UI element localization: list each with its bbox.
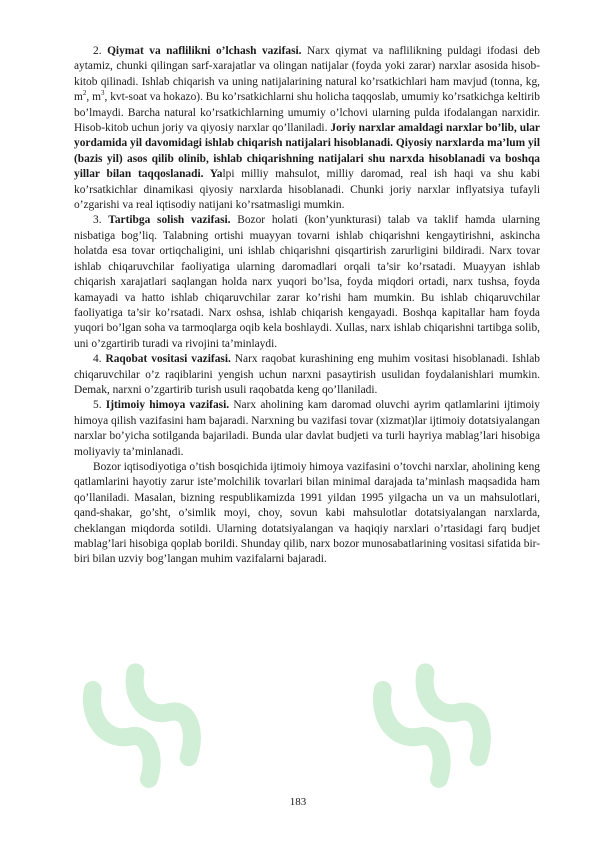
paragraph-text: lpi milliy mahsulot, milliy daromad, real ish haqi va shu kabi ko’rsatkichlar dinamikasi qiyosiy narxlarda hisoblanadi. Chunki joriy narxlar inflyatsiya tufayli o’zgarishi va real iqtisodiy natijani ko’rsatmasligi mumkin. xyxy=(74,168,540,212)
item-number: 3. xyxy=(93,214,102,227)
bold-definition: Joriy narxlar amaldagi narxlar bo’lib, ular yordamida yil davomidagi ishlab chiqarish natijalari hisoblanadi. Qiyosiy narxlarda ma’lum yil (bazis yil) asos qilib olinib, ishlab chiqarishning natijalari shu narxda hisoblanadi va boshqa yillar bilan taqqoslanadi. Ya xyxy=(74,122,540,181)
watermark-stroke xyxy=(371,682,454,784)
document-body xyxy=(74,44,540,568)
item-number: 4. xyxy=(93,353,102,366)
paragraph-measurement-function xyxy=(74,44,540,213)
superscript: 2 xyxy=(82,89,87,98)
paragraph-text: Narx aholining kam daromad oluvchi ayrim qatlamlarini ijtimoiy himoya qilish vazifasini ham bajaradi. Narxning bu vazifasi tovar (xizmat)lar ijtimoiy dotatsiyalangan narxlar bo’yicha sotilganda bajariladi. Bunda ular davlat budjeti va turli hayriya mablag’lari hisobiga moliyaviy ta’minlanadi. xyxy=(74,399,540,458)
watermark-stroke xyxy=(81,682,164,784)
superscript: 3 xyxy=(100,89,105,98)
paragraph-text: Narx qiymat va naflilikning puldagi ifodasi deb aytamiz, chunki qilingan sarf-xarajatlar va olingan natijalar (foyda yoki zarar) narxlar asosida hisob-kitob qilinadi. Ishlab chiqarish va uning natijalarining natural ko’rsatkichlari ham mavjud (tonna, kg, m xyxy=(74,45,540,104)
paragraph-text: Narx raqobat kurashining eng muhim vositasi hisoblanadi. Ishlab chiqaruvchilar o’z raqiblarini yengish uchun narxni pasaytirish usulidan foydalanishlari mumkin. Demak, narxni o’zgartirib turish usuli raqobatda keng qo’llaniladi. xyxy=(74,353,540,396)
paragraph-competition-function xyxy=(74,352,540,398)
section-heading: Ijtimoiy himoya vazifasi. xyxy=(105,399,230,412)
watermark-logo-icon xyxy=(78,640,228,790)
section-heading: Raqobat vositasi vazifasi. xyxy=(105,353,231,366)
watermark-stroke xyxy=(125,663,206,761)
item-number: 2. xyxy=(93,45,102,57)
paragraph-conclusion xyxy=(74,460,540,568)
watermark-stroke xyxy=(415,663,496,761)
paragraph-text: Bozor holati (kon’yunkturasi) talab va taklif hamda ularning nisbatiga bog’liq. Talabning ortishi muayyan tovarni ishlab chiqarishni kengaytirishni, askincha holatda esa tovar ortiqchaligini, uni ishlab chiqarishni qisqartirish zarurligini bildiradi. Narx tovar ishlab chiqaruvchilar faoliyatiga ularning daromadlari orqali ta’sir ko’rsatadi. Muayyan ishlab chiqarish xarajatlari saqlangan holda narx yuqori bo’lsa, foyda miqdori ortadi, narx tushsa, foyda kamayadi va hatto ishlab chiqaruvchilar zarar ko’rishi ham mumkin. Bu ishlab chiqaruvchilar faoliyatiga ta’sir ko’rsatadi. Narx oshsa, ishlab chiqarish kengayadi. Boshqa kapitallar ham foyda yuqori bo’lgan soha va tarmoqlarga oqib kela boshlaydi. Xullas, narx ishlab chiqarishni tartibga solib, uni o’zgartirib turadi va rivojini ta’minlaydi. xyxy=(74,214,541,350)
section-heading: Tartibga solish vazifasi. xyxy=(108,214,231,227)
paragraph-text: , m xyxy=(86,91,101,104)
paragraph-text: , kvt-soat va hokazo). Bu ko’rsatkichlarni shu holicha taqqoslab, umumiy ko’rsatkichga keltirib bo’lmaydi. Barcha natural ko’rsatkichlarning umumiy o’lchovi ularning pulda ifodalangan narxidir. Hisob-kitob uchun joriy va qiyosiy narxlar qo’llaniladi. xyxy=(74,91,541,135)
section-heading: Qiymat va naflilikni o’lchash vazifasi. xyxy=(107,45,302,57)
paragraph-regulation-function xyxy=(74,213,540,352)
item-number: 5. xyxy=(93,399,102,412)
paragraph-text: Bozor iqtisodiyotiga o’tish bosqichida ijtimoiy himoya vazifasini o’tovchi narxlar, aholining keng qatlamlarini hayotiy zarur iste’molchilik tovarlari bilan minimal darajada ta’minlash maqsadida ham qo’llaniladi. Masalan, bizning respublikamizda 1991 yildan 1995 yilgacha un va un mahsulotlari, qand-shakar, go’sht, o’simlik moyi, choy, sovun kabi mahsulotlar dotatsiyalangan narxlarda, cheklangan miqdorda sotildi. Ularning dotatsiyalangan va haqiqiy narxlari o’rtasidagi farq budjet mablag’lari hisobiga qoplab borildi. Shunday qilib, narx bozor munosabatlarining vositasi sifatida bir-biri bilan uzviy bog’langan muhim vazifalarni bajaradi. xyxy=(74,460,540,566)
watermark-logo-icon xyxy=(368,640,518,790)
paragraph-social-protection-function xyxy=(74,398,540,460)
page-number: 183 xyxy=(289,796,307,808)
